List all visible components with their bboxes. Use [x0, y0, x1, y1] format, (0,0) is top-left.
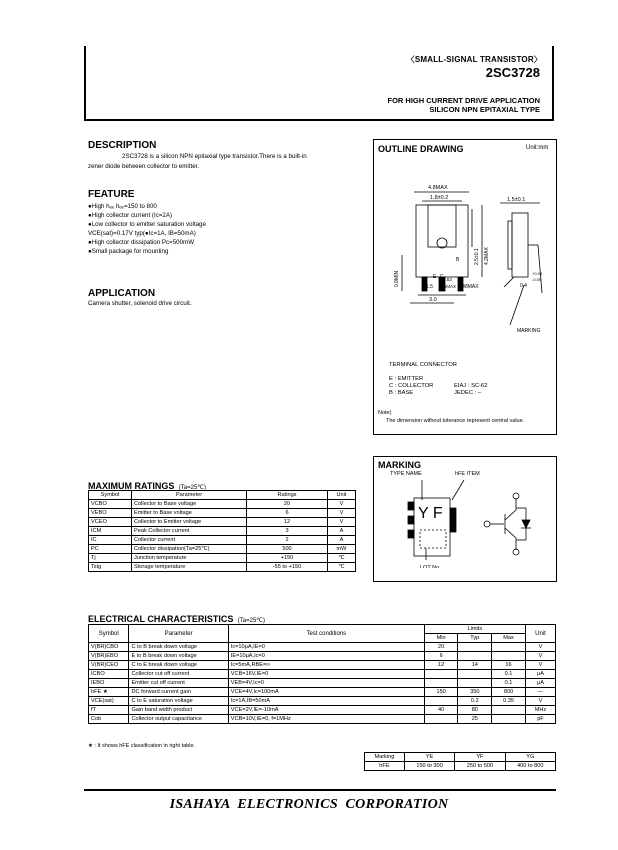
outline-unit: Unit:mm	[526, 145, 549, 151]
feature-item: ●High collector current (Ic=2A)	[88, 212, 173, 219]
right-frame-line	[552, 46, 554, 120]
dim-1.5-lead: 1.5	[426, 284, 433, 290]
parameter-cell: Emitter to Base voltage	[132, 509, 247, 518]
table-row	[89, 554, 356, 563]
column-header: Unit	[525, 625, 555, 643]
dim-4.2max: 4.2MAX	[484, 247, 490, 265]
max-cell: 800	[492, 688, 526, 697]
application-line: FOR HIGH CURRENT DRIVE APPLICATION	[387, 96, 540, 105]
symbol-cell: VCE(sat)	[89, 697, 129, 706]
footer-rule	[84, 789, 556, 791]
min-cell	[424, 679, 458, 688]
typ-cell	[458, 679, 492, 688]
outline-drawing	[374, 175, 554, 335]
min-cell: 20	[424, 643, 458, 652]
unit-cell: V	[525, 643, 555, 652]
condition-cell: VCB=10V,IE=0, f=1MHz	[228, 715, 424, 724]
unit-cell: MHz	[525, 706, 555, 715]
symbol-cell: V(BR)CEO	[89, 661, 129, 670]
hfe-range-cell: 250 to 500	[455, 762, 505, 771]
hfe-class-table	[364, 752, 556, 771]
condition-cell: IE=10μA,Ic=0	[228, 652, 424, 661]
column-header: Limits	[424, 625, 525, 634]
min-cell: 6	[424, 652, 458, 661]
max-cell: 0.1	[492, 670, 526, 679]
parameter-cell: C to E break down voltage	[129, 661, 228, 670]
unit-cell: V	[328, 518, 356, 527]
symbol-cell: ICBO	[89, 670, 129, 679]
unit-cell: —	[525, 688, 555, 697]
column-header: Unit	[328, 491, 356, 500]
symbol-cell: Cob	[89, 715, 129, 724]
column-header: YG	[505, 753, 555, 762]
dim-1.8: 1.8±0.2	[430, 195, 449, 201]
eiaj-label: EIAJ : SC-62	[454, 383, 488, 389]
left-frame-line	[84, 46, 86, 120]
column-header: Parameter	[132, 491, 247, 500]
table-row	[89, 652, 556, 661]
min-cell: 150	[424, 688, 458, 697]
elec-table	[88, 624, 556, 724]
column-header: Symbol	[89, 491, 132, 500]
terminal-collector: C : COLLECTOR	[389, 383, 434, 389]
table-row	[89, 518, 356, 527]
unit-cell: V	[525, 652, 555, 661]
part-number: 2SC3728	[485, 65, 540, 80]
max-ratings-title: MAXIMUM RATINGS	[88, 481, 175, 491]
typ-cell: 350	[458, 688, 492, 697]
dim-2.5: 2.5±0.1	[474, 248, 480, 265]
feature-item: VCE(sat)=0.17V typ(●Ic=1A, IB=50mA)	[88, 230, 196, 237]
feature-item: ●High collector dissipation Pc=500mW	[88, 239, 195, 246]
dim-0.8min: 0.8MIN	[394, 270, 400, 287]
table-row	[89, 679, 556, 688]
unit-cell: ℃	[328, 563, 356, 572]
min-cell	[424, 697, 458, 706]
parameter-cell: Collector output capacitance	[129, 715, 228, 724]
typ-cell: 14	[458, 661, 492, 670]
table-row	[89, 715, 556, 724]
column-header: Min	[424, 634, 458, 643]
feature-item: ●Low collector to emitter saturation voltage	[88, 221, 206, 228]
dim-1.5max: 1.5MAX	[440, 284, 457, 289]
table-row	[89, 670, 556, 679]
feature-item: ●Small package for mounting	[88, 248, 169, 255]
description-title: DESCRIPTION	[88, 140, 157, 151]
parameter-cell: Collector current	[132, 536, 247, 545]
elec-footnote: ★ : It shows hFE classification in right table.	[88, 743, 196, 749]
rating-cell: 500	[247, 545, 328, 554]
feature-list	[88, 202, 206, 256]
typ-cell	[458, 643, 492, 652]
column-header: Typ	[458, 634, 492, 643]
max-cell: 0.1	[492, 679, 526, 688]
parameter-cell: Collector cut off current	[129, 670, 228, 679]
max-cell	[492, 706, 526, 715]
company-name: ISAHAYA ELECTRONICS CORPORATION	[169, 797, 449, 812]
table-row	[89, 545, 356, 554]
symbol-cell: VEBO	[89, 509, 132, 518]
parameter-cell: C to E saturation voltage	[129, 697, 228, 706]
unit-cell: A	[328, 527, 356, 536]
description-line-2: zener diode between collector to emitter.	[88, 163, 200, 170]
column-header: Test conditions	[228, 625, 424, 643]
rating-cell: +150	[247, 554, 328, 563]
parameter-cell: Collector to Base voltage	[132, 500, 247, 509]
unit-cell: V	[525, 661, 555, 670]
header-rule	[84, 119, 554, 121]
column-header: Max	[492, 634, 526, 643]
table-row	[89, 500, 356, 509]
terminal-emitter: E : EMITTER	[389, 376, 424, 382]
column-header: Parameter	[129, 625, 228, 643]
typ-cell	[458, 670, 492, 679]
marking-title: MARKING	[378, 460, 421, 470]
rating-cell: 20	[247, 500, 328, 509]
max-cell: 16	[492, 661, 526, 670]
pin-c-label: C	[440, 274, 444, 280]
terminal-base: B : BASE	[389, 390, 414, 396]
description-line-1: 2SC3728 is a silicon NPN epitaxial type transistor.There is a built-in	[122, 153, 307, 160]
dim-0.53: 0.53	[443, 277, 452, 282]
symbol-cell: fT	[89, 706, 129, 715]
symbol-cell: VCBO	[89, 500, 132, 509]
column-header: Ratings	[247, 491, 328, 500]
rating-cell: 2	[247, 536, 328, 545]
condition-cell: VCE=2V,IE=-10mA	[228, 706, 424, 715]
dim-tol-minus: -0.05	[532, 277, 542, 282]
parameter-cell: DC forward current gain	[129, 688, 228, 697]
min-cell: 40	[424, 706, 458, 715]
unit-cell: ℃	[328, 554, 356, 563]
rating-cell: -55 to +150	[247, 563, 328, 572]
condition-cell: Ic=10μA,IE=0	[228, 643, 424, 652]
table-row	[89, 706, 556, 715]
symbol-cell: V(BR)CBO	[89, 643, 129, 652]
table-row	[89, 536, 356, 545]
unit-cell: A	[328, 536, 356, 545]
jedec-label: JEDEC : –	[454, 390, 482, 396]
lot-number-label: LOT No.	[420, 565, 441, 568]
column-header: Symbol	[89, 625, 129, 643]
marking-diagram	[374, 478, 554, 568]
table-row	[365, 762, 556, 771]
hfe-label-cell: hFE	[365, 762, 405, 771]
table-row	[89, 527, 356, 536]
column-header: YF	[455, 753, 505, 762]
parameter-cell: Emitter cut off current	[129, 679, 228, 688]
parameter-cell: Collector to Emitter voltage	[132, 518, 247, 527]
dim-4.8max: 4.8MAX	[428, 185, 448, 191]
rating-cell: 3	[247, 527, 328, 536]
feature-title: FEATURE	[88, 189, 135, 200]
table-row	[89, 697, 556, 706]
symbol-cell: V(BR)EBO	[89, 652, 129, 661]
symbol-cell: Tj	[89, 554, 132, 563]
typ-cell	[458, 652, 492, 661]
unit-cell: V	[328, 509, 356, 518]
parameter-cell: Junction temperature	[132, 554, 247, 563]
symbol-cell: VCEO	[89, 518, 132, 527]
elec-title: ELECTRICAL CHARACTERISTICS	[88, 614, 234, 624]
hfe-range-cell: 150 to 300	[404, 762, 454, 771]
min-cell	[424, 715, 458, 724]
unit-cell: pF	[525, 715, 555, 724]
marking-pointer-label: MARKING	[517, 328, 541, 334]
table-header-row	[89, 491, 356, 500]
parameter-cell: Gain band width product	[129, 706, 228, 715]
parameter-cell: Collector dissipation(Ta=25℃)	[132, 545, 247, 554]
pin-b-label: B	[456, 257, 460, 263]
parameter-cell: Peak Collector current	[132, 527, 247, 536]
rating-cell: 12	[247, 518, 328, 527]
min-cell: 12	[424, 661, 458, 670]
dim-0.4: 0.4	[520, 283, 527, 289]
category-label: 〈SMALL-SIGNAL TRANSISTOR〉	[406, 55, 542, 64]
table-row	[89, 643, 556, 652]
marking-type-name: TYPE NAME	[390, 471, 422, 477]
condition-cell: VEB=4V,Ic=0	[228, 679, 424, 688]
elec-condition: (Ta=25℃)	[237, 618, 266, 624]
note-text: The dimension without tolerance represent central value.	[386, 418, 525, 424]
symbol-cell: PC	[89, 545, 132, 554]
typ-cell: 0.2	[458, 697, 492, 706]
rating-cell: 6	[247, 509, 328, 518]
condition-cell: Ic=5mA,RBE=∞	[228, 661, 424, 670]
typ-cell: 25	[458, 715, 492, 724]
table-row	[89, 661, 556, 670]
pin-e-label: E	[433, 274, 437, 280]
unit-cell: mW	[328, 545, 356, 554]
max-cell	[492, 715, 526, 724]
symbol-cell: IEBO	[89, 679, 129, 688]
table-row	[89, 509, 356, 518]
dim-tol-plus: +0.03	[532, 271, 543, 276]
max-cell	[492, 643, 526, 652]
dim-1.5: 1.5±0.1	[507, 197, 526, 203]
marking-chars: Y F	[418, 505, 443, 522]
symbol-cell: hFE ★	[89, 688, 129, 697]
terminal-list	[389, 376, 433, 397]
type-line: SILICON NPN EPITAXIAL TYPE	[429, 105, 540, 114]
symbol-cell: IC	[89, 536, 132, 545]
max-ratings-condition: (Ta=25℃)	[178, 485, 207, 491]
dim-0.48max: 0.48MAX	[458, 284, 479, 290]
symbol-cell: ICM	[89, 527, 132, 536]
application-title: APPLICATION	[88, 288, 156, 299]
column-header: YE	[404, 753, 454, 762]
unit-cell: V	[525, 697, 555, 706]
table-row	[89, 563, 356, 572]
unit-cell: μA	[525, 670, 555, 679]
symbol-cell: Tstg	[89, 563, 132, 572]
table-header-row	[89, 625, 556, 634]
table-header-row	[365, 753, 556, 762]
terminal-connector-title: TERMINAL CONNECTOR	[389, 362, 457, 368]
parameter-cell: Storage temperature	[132, 563, 247, 572]
marking-hfe-item: hFE ITEM	[455, 471, 480, 477]
hfe-range-cell: 400 to 800	[505, 762, 555, 771]
unit-cell: μA	[525, 679, 555, 688]
typ-cell: 80	[458, 706, 492, 715]
condition-cell: VCE=4V,Ic=100mA	[228, 688, 424, 697]
min-cell	[424, 670, 458, 679]
parameter-cell: E to B break down voltage	[129, 652, 228, 661]
feature-item: ●High hₑₑ hₑₑ=150 to 800	[88, 203, 157, 210]
condition-cell: VCB=16V,IE=0	[228, 670, 424, 679]
parameter-cell: C to B break down voltage	[129, 643, 228, 652]
max-cell	[492, 652, 526, 661]
table-row	[89, 688, 556, 697]
outline-title: OUTLINE DRAWING	[378, 144, 464, 154]
unit-cell: V	[328, 500, 356, 509]
max-ratings-table	[88, 490, 356, 572]
note-title: Note)	[378, 410, 392, 416]
max-cell: 0.35	[492, 697, 526, 706]
dim-3.0: 3.0	[429, 297, 437, 303]
condition-cell: Ic=1A,IB=50mA	[228, 697, 424, 706]
column-header: Marking	[365, 753, 405, 762]
application-text: Camera shutter, solenoid drive circuit.	[88, 300, 192, 307]
